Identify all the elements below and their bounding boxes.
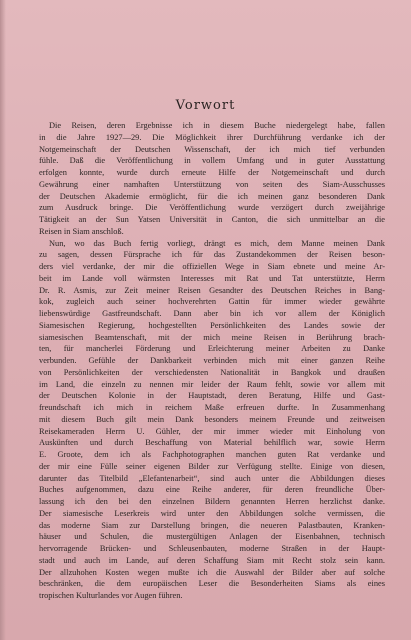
text-line: darunter das Titelbild „Elefantenarbeit“, sind auch unter die Abbildungen dieses <box>39 473 385 483</box>
text-line: hervorragende Brücken- und Schleusenbauten, moderne Straßen in der Haupt- <box>39 544 385 553</box>
text-line: lassung ich den bei den einzelnen Bildern genannten Herren herzlichst danke. <box>39 497 385 506</box>
text-line: häuser und Schulen, die mustergültigen Anlagen der Eisenbahnen, technisch <box>39 532 385 542</box>
text-line: kok, zugleich auch seiner hochverehrten Gattin für immer wieder gewährte <box>39 297 385 307</box>
text-line: liebenswürdige Gastfreundschaft. Dann aber bin ich vor allem der Königlich <box>39 309 385 318</box>
text-line: freundschaft ich mich in reichem Maße erfreuen durfte. In Zusammenhang <box>39 403 385 412</box>
page-title: Vorwort <box>175 98 236 113</box>
text-line: E. Groote, dem ich als Fachphotographen manchen guten Rat verdanke und <box>39 450 385 459</box>
text-line: Auskünften und durch Beschaffung von Material behilflich war, sowie Herrn <box>39 438 385 448</box>
text-line: mit diesem Buch gilt mein Dank besonders meinem Freunde und zeitweisen <box>39 414 385 424</box>
text-line: ders viel verdanke, der mir die offiziellen Wege in Siam ebnete und meine Ar- <box>39 262 385 271</box>
text-line: fühle. Daß die Veröffentlichung in vollem Umfang und in guter Ausstattung <box>39 156 385 166</box>
text-line: in die Jahre 1927—29. Die Möglichkeit ihrer Durchführung verdanke ich der <box>39 132 385 142</box>
text-line: tropischen Kulturlandes vor Augen führen. <box>39 591 183 600</box>
text-line: von Persönlichkeiten der verschiedensten Nationalität in Bangkok und draußen <box>39 367 385 377</box>
text-line: Dr. R. Asmis, zur Zeit meiner Reisen Gesandter des Deutschen Reiches in Bang- <box>39 285 385 295</box>
text-line: Buches aufgenommen, dazu eine Reihe anderer, für deren freundliche Über- <box>39 485 385 495</box>
text-line: der mir eine Fülle seiner eigenen Bilder zur Verfügung stellte. Einige von diesen, <box>39 461 385 471</box>
text-line: das moderne Siam zur Darstellung bringen, die neueren Palastbauten, Kranken- <box>39 520 385 530</box>
text-line: Der allzuhohen Kosten wegen mußte ich die Auswahl der Bilder aber auf solche <box>39 567 385 577</box>
text-line: Nun, wo das Buch fertig vorliegt, drängt es mich, dem Manne meinen Dank <box>49 238 385 248</box>
page-edge-shadow <box>0 0 6 640</box>
text-line: siamesischen Beamtenschaft, mit der mich meine Reisen in Berührung brach- <box>39 332 385 342</box>
text-line: der Deutschen Kolonie in der Hauptstadt, deren Beratung, Hilfe und Gast- <box>39 391 385 401</box>
text-line: der Deutschen Akademie ermöglicht, für die ich meinen ganz besonderen Dank <box>39 191 385 201</box>
text-line: beschränken, die dem europäischen Leser die Besonderheiten Siams als eines <box>39 579 385 589</box>
text-line: Reisen in Siam anschloß. <box>39 226 124 236</box>
text-line: stadt und auch im Lande, auf deren Schaffung Siam mit Recht stolz sein kann. <box>39 555 385 565</box>
text-line: Die Reisen, deren Ergebnisse ich in diesem Buche niedergelegt habe, fallen <box>49 121 385 130</box>
text-line: zu sagen, dessen Fürsprache ich für das Zustandekommen der Reisen beson- <box>39 250 385 260</box>
text-line: im Land, die einzeln zu nennen mir leider der Raum fehlt, sowie vor allem mit <box>39 379 385 389</box>
text-line: ten, für mancherlei Förderung und Erleichterung meiner Arbeiten zu Danke <box>39 344 385 354</box>
text-line: zum Ausdruck bringe. Die Veröffentlichung wurde verzögert durch zweijährige <box>39 203 385 213</box>
preface-body <box>39 120 385 602</box>
text-line: Der siamesische Leserkreis wird unter den Abbildungen solche vermissen, die <box>39 508 385 518</box>
text-line: Tätigkeit an der Sun Yatsen Universität in Canton, die sich unmittelbar an die <box>39 215 385 224</box>
text-line: Reisekameraden Herrn U. Gühler, der mir immer wieder mit Einholung von <box>39 426 385 436</box>
text-line: erfolgen konnte, wurde durch erneute Hilfe der Notgemeinschaft und durch <box>39 168 385 177</box>
text-line: Notgemeinschaft der Deutschen Wissenschaft, der ich mich tief verbunden <box>39 144 385 154</box>
text-line: verbunden. Gefühle der Dankbarkeit verbinden mich mit einer ganzen Reihe <box>39 356 385 365</box>
text-line: Gewährung einer namhaften Unterstützung von seiten des Siam-Ausschusses <box>39 179 385 189</box>
text-line: beit im Lande voll wärmsten Interesses mit Rat und Tat unterstützte, Herrn <box>39 273 385 283</box>
text-line: Siamesischen Regierung, hochgestellten Persönlichkeiten des Landes sowie der <box>39 320 385 330</box>
